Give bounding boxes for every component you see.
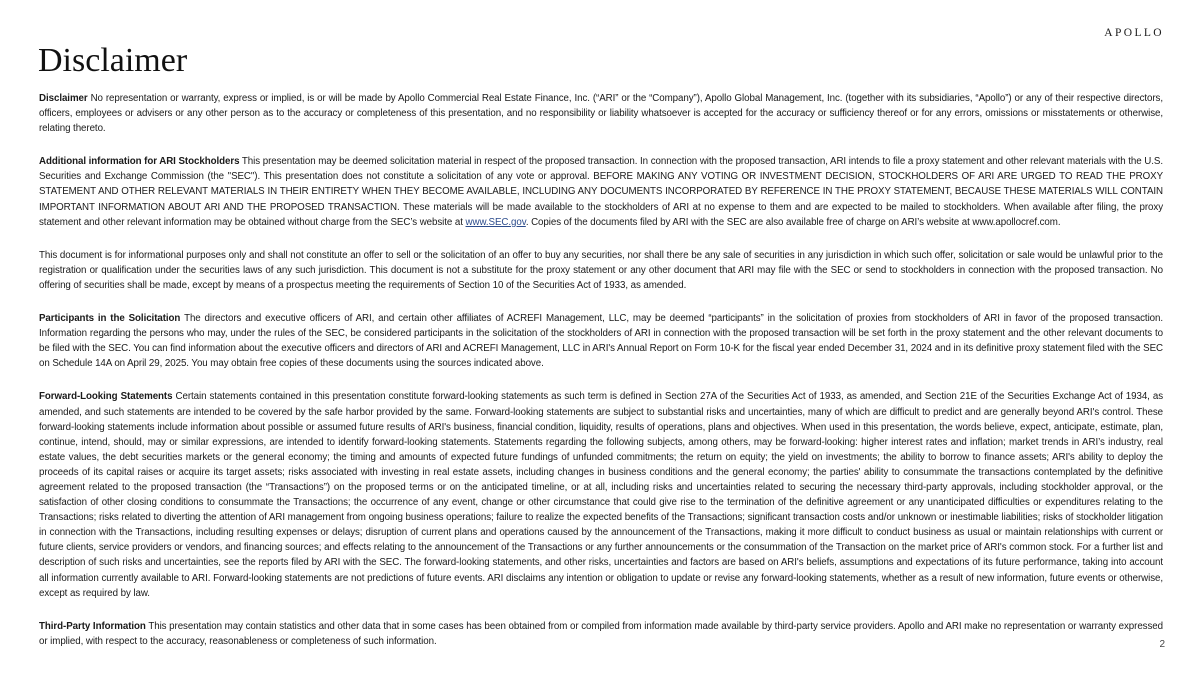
additional-info-paragraph (39, 154, 1163, 229)
additional-info-text: This presentation may be deemed solicitation material in respect of the proposed transaction. In connection with the proposed transaction, ARI intends to file a proxy statement and other relevant materials with the U.S. Securities and Exchange Commission (the "SEC"). This presentation does not constitute a solicitation of any vote or approval. BEFORE MAKING ANY VOTING OR INVESTMENT DECISION, STOCKHOLDERS OF ARI ARE URGED TO READ THE PROXY STATEMENT AND OTHER RELEVANT MATERIALS IN THEIR ENTIRETY WHEN THEY BECOME AVAILABLE, INCLUDING ANY DOCUMENTS INCORPORATED BY REFERENCE IN THE PROXY STATEMENT, BECAUSE THESE MATERIALS WILL CONTAIN IMPORTANT INFORMATION ABOUT ARI AND THE PROPOSED TRANSACTION. These materials will be made available to the stockholders of ARI at no expense to them and are expected to be mailed to stockholders. When available after filing, the proxy statement and other relevant information may be obtained without charge from the SEC’s website at (39, 156, 1163, 228)
informational-text: This document is for informational purposes only and shall not constitute an offer to sell or the solicitation of an offer to buy any securities, nor shall there be any sale of securities in any jurisdiction in which such offer, solicitation or sale would be unlawful prior to the registration or qualification under the securities laws of any such jurisdiction. This document is not a substitute for the proxy statement or any other document that ARI may file with the SEC or send to stockholders in connection with the proposed transaction. No offering of securities shall be made, except by means of a prospectus meeting the requirements of Section 10 of the Securities Act of 1933, as amended. (39, 249, 1163, 291)
informational-paragraph (39, 248, 1163, 293)
forward-looking-heading: Forward-Looking Statements (39, 391, 173, 403)
disclaimer-paragraph (39, 91, 1163, 136)
additional-info-heading: Additional information for ARI Stockholders (39, 156, 240, 168)
third-party-heading: Third-Party Information (39, 620, 146, 632)
third-party-text: This presentation may contain statistics and other data that in some cases has been obtained from or compiled from information made available by third-party service providers. Apollo and ARI make no representation or warranty expressed or implied, with respect to the accuracy, reasonableness or completeness of such information. (39, 620, 1163, 647)
disclaimer-text: No representation or warranty, express or implied, is or will be made by Apollo Commercial Real Estate Finance, Inc. (“ARI” or the “Company”), Apollo Global Management, Inc. (together with its subsidiaries, “Apollo”) or any of their respective directors, officers, employees or advisers or any other person as to the accuracy or completeness of this presentation, and no responsibility or liability whatsoever is accepted for the accuracy or sufficiency thereof or for any errors, omissions or misstatements or otherwise, relating thereto. (39, 93, 1163, 135)
forward-looking-text: Certain statements contained in this presentation constitute forward-looking statements as such term is defined in Section 27A of the Securities Act of 1933, as amended, and Section 21E of the Securities Exchange Act of 1934, as amended, and such statements are intended to be covered by the safe harbor provided by the same. Forward-looking statements are subject to substantial risks and uncertainties, many of which are difficult to predict and are generally beyond ARI's control. These forward-looking statements include information about possible or assumed future results of ARI's business, financial condition, liquidity, results of operations, plans and objectives. When used in this presentation, the words believe, expect, anticipate, estimate, plan, continue, intend, should, may or similar expressions, are intended to identify forward-looking statements. Statements regarding the following subjects, among others, may be forward-looking: higher interest rates and inflation; market trends in ARI’s industry, real estate values, the debt securities markets or the general economy; the timing and amounts of expected future fundings of unfunded commitments; the return on equity; the yield on investments; the ability to borrow to finance assets; ARI's ability to deploy the proceeds of its capital raises or acquire its target assets; risks associated with investing in real estate assets, including changes in business conditions and the general economy; the parties' ability to consummate the transactions contemplated by the definitive agreement related to the proposed transaction (the “Transactions”) on the proposed terms or on the anticipated timeline, or at all, including risks and uncertainties related to securing the necessary third-party approvals, including stockholder approval, or the satisfaction of other closing conditions to consummate the Transactions; the occurrence of any event, change or other circumstance that could give rise to the termination of the definitive agreement or any unanticipated difficulties or expenditures relating to the Transactions; risks related to diverting the attention of ARI management from ongoing business operations; failure to realize the expected benefits of the Transactions; significant transaction costs and/or unknown or inestimable liabilities; risks of stockholder litigation in connection with the Transactions, including resulting expenses or delays; disruption of current plans and operations caused by the announcement of the Transactions, making it more difficult to conduct business as usual or maintain relationships with current or future clients, service providers or vendors, and financing sources; and effects relating to the announcement of the Transactions or any further announcements or the consummation of the Transaction on the market price of ARI's common stock. For a further list and description of such risks and uncertainties, see the reports filed by ARI with the SEC. The forward-looking statements, and other risks, uncertainties and factors are based on ARI's beliefs, assumptions and expectations of its future performance, taking into account all information currently available to ARI. Forward-looking statements are not predictions of future events. ARI disclaims any intention or obligation to update or revise any forward-looking statements, whether as a result of new information, future events or otherwise, except as required by law. (39, 391, 1163, 599)
participants-paragraph (39, 311, 1163, 371)
forward-looking-paragraph (39, 389, 1163, 600)
disclaimer-content (39, 91, 1163, 667)
page-title: Disclaimer (38, 42, 188, 79)
participants-text: The directors and executive officers of ARI, and certain other affiliates of ACREFI Management, LLC, may be deemed “participants” in the solicitation of proxies from stockholders of ARI in favor of the proposed transaction. Information regarding the persons who may, under the rules of the SEC, be considered participants in the solicitation of the stockholders of ARI in connection with the proposed transaction will be set forth in the proxy statement and the other relevant documents to be filed with the SEC. You can find information about the executive officers and directors of ARI and ACREFI Management, LLC in ARI's Annual Report on Form 10-K for the fiscal year ended December 31, 2024 and in its definitive proxy statement filed with the SEC on Schedule 14A on April 29, 2025. You may obtain free copies of these documents using the sources indicated above. (39, 313, 1164, 370)
disclaimer-heading: Disclaimer (39, 93, 88, 104)
page-number: 2 (1159, 639, 1165, 650)
apollo-logo: APOLLO (1104, 27, 1164, 39)
third-party-paragraph (39, 619, 1163, 649)
additional-info-text-end: . Copies of the documents filed by ARI with the SEC are also available free of charge on ARI’s website at www.apollocref.com. (525, 216, 1061, 228)
participants-heading: Participants in the Solicitation (39, 313, 181, 325)
sec-website-link[interactable]: www.SEC.gov (465, 216, 526, 228)
